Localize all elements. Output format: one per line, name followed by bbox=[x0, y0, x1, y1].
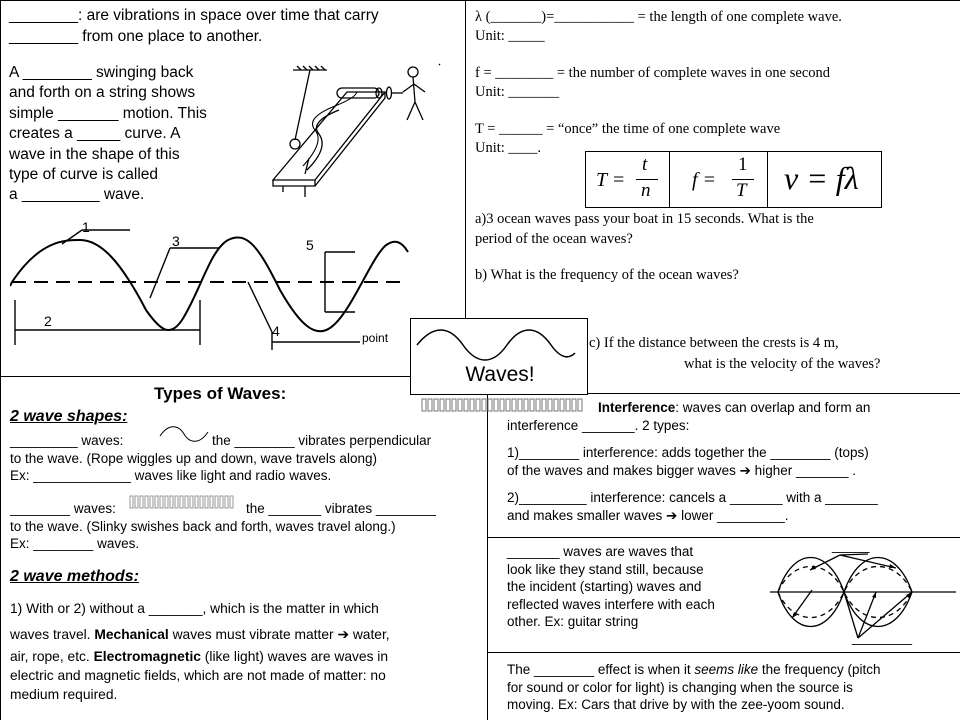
standing-wave-diagram bbox=[768, 550, 958, 645]
pendulum-text bbox=[9, 63, 269, 206]
doppler-text bbox=[507, 661, 957, 714]
constructive-line: 1)________ interference: adds together the ________ (tops) bbox=[507, 445, 869, 460]
question-c bbox=[589, 333, 959, 375]
interference-desc: : waves can overlap and form an bbox=[675, 400, 871, 415]
pendulum-line: creates a _____ curve. A bbox=[9, 125, 181, 143]
question-b: b) What is the frequency of the ocean waves? bbox=[475, 267, 739, 283]
standing-line: look like they stand still, because bbox=[507, 561, 704, 577]
mechanical-desc: waves must vibrate matter ➔ water, bbox=[168, 626, 390, 642]
question-a bbox=[475, 209, 955, 249]
methods-heading: 2 wave methods: bbox=[10, 568, 139, 585]
formula-T-den: n bbox=[641, 180, 651, 201]
standing-blank-top: _____ bbox=[832, 538, 870, 553]
pendulum-line: wave in the shape of this bbox=[9, 145, 180, 163]
right-divider-1 bbox=[487, 537, 960, 538]
diagram-label-1: 1 bbox=[82, 220, 90, 235]
transverse-example: Ex: _____________ waves like light and radio waves. bbox=[10, 468, 332, 483]
formula-T-num: t bbox=[642, 154, 648, 175]
pendulum-line: simple _______ motion. This bbox=[9, 104, 207, 122]
longitudinal-wave-icon bbox=[128, 493, 238, 511]
constructive-line: of the waves and makes bigger waves ➔ higher _______ . bbox=[507, 462, 857, 478]
transverse-wave-icon bbox=[158, 424, 210, 446]
longitudinal-line: to the wave. (Slinky swishes back and forth, waves travel along.) bbox=[10, 518, 396, 534]
formula-f-den: T bbox=[736, 180, 747, 201]
pendulum-apparatus-illustration bbox=[265, 62, 445, 202]
pendulum-line: type of curve is called bbox=[9, 166, 159, 184]
standing-line: the incident (starting) waves and bbox=[507, 579, 702, 594]
horizontal-divider-left bbox=[0, 376, 410, 377]
electromagnetic-desc: (like light) waves are waves in bbox=[200, 649, 389, 664]
standing-blank-bottom: ________ bbox=[852, 630, 913, 645]
standing-line: reflected waves interfere with each bbox=[507, 596, 715, 612]
lambda-unit: Unit: _____ bbox=[475, 28, 545, 44]
longitudinal-text bbox=[10, 500, 480, 553]
shapes-heading: 2 wave shapes: bbox=[10, 408, 128, 425]
interference-block bbox=[507, 399, 957, 524]
formula-T-lhs: T = bbox=[596, 169, 626, 191]
pendulum-line: and forth on a string shows bbox=[9, 84, 196, 102]
methods-line: 1) With or 2) without a _______, which is the matter in which bbox=[10, 601, 379, 616]
longitudinal-definition: the _______ vibrates ________ bbox=[246, 501, 436, 516]
electromagnetic-term: Electromagnetic bbox=[93, 649, 201, 664]
methods-line: medium required. bbox=[10, 687, 118, 702]
period-line: T = ______ = “once” the time of one complete wave bbox=[475, 121, 781, 137]
lambda-line: λ (_______)=___________ = the length of one complete wave. bbox=[475, 9, 842, 25]
transverse-text bbox=[10, 432, 480, 485]
right-divider-2 bbox=[487, 652, 960, 653]
question-a-line: period of the ocean waves? bbox=[475, 231, 633, 247]
waves-title: Waves! bbox=[465, 363, 535, 386]
standing-line: other. Ex: guitar string bbox=[507, 614, 639, 629]
top-border bbox=[0, 0, 960, 1]
lambda-definition bbox=[475, 8, 955, 46]
doppler-emphasis: seems like bbox=[694, 662, 759, 677]
pendulum-line: a _________ wave. bbox=[9, 186, 145, 204]
doppler-line: the frequency (pitch bbox=[758, 662, 881, 677]
formula-period bbox=[586, 152, 670, 207]
frequency-definition bbox=[475, 64, 955, 102]
formula-velocity bbox=[768, 152, 881, 207]
period-unit: Unit: ____. bbox=[475, 140, 542, 156]
formula-box bbox=[585, 151, 882, 208]
frequency-unit: Unit: _______ bbox=[475, 84, 560, 100]
interference-types: interference _______. 2 types: bbox=[507, 417, 690, 433]
doppler-blank: The ________ effect is when it bbox=[507, 662, 695, 677]
longitudinal-blank: ________ waves: bbox=[10, 501, 116, 516]
methods-line: electric and magnetic fields, which are not made of matter: no bbox=[10, 668, 386, 683]
wave-diagram bbox=[10, 220, 460, 370]
diagram-label-5: 5 bbox=[306, 237, 314, 253]
methods-text bbox=[10, 598, 480, 704]
intro-text bbox=[9, 5, 459, 47]
intro-line-1: ________: are vibrations in space over time that carry bbox=[9, 7, 379, 24]
destructive-line: and makes smaller waves ➔ lower _________. bbox=[507, 507, 789, 523]
diagram-label-4: 4 bbox=[272, 323, 280, 339]
formula-frequency bbox=[670, 152, 768, 207]
intro-line-2: ________ from one place to another. bbox=[9, 28, 263, 45]
bottom-vertical-divider bbox=[487, 394, 488, 720]
question-c-line: what is the velocity of the waves? bbox=[684, 356, 881, 372]
diagram-label-3: 3 bbox=[172, 233, 180, 249]
left-border bbox=[0, 0, 1, 720]
standing-waves-text bbox=[507, 543, 767, 631]
doppler-line: moving. Ex: Cars that drive by with the zee-yoom sound. bbox=[507, 697, 845, 712]
definitions bbox=[475, 8, 955, 158]
formula-v: v = fλ bbox=[784, 160, 859, 196]
methods-waves-travel: waves travel. bbox=[10, 626, 91, 642]
standing-line: _______ waves are waves that bbox=[507, 544, 694, 559]
mechanical-term: Mechanical bbox=[94, 626, 169, 642]
doppler-line: for sound or color for light) is changing when the source is bbox=[507, 679, 853, 695]
question-a-line: a)3 ocean waves pass your boat in 15 seconds. What is the bbox=[475, 211, 814, 227]
frequency-line: f = ________ = the number of complete waves in one second bbox=[475, 65, 831, 81]
longitudinal-example: Ex: ________ waves. bbox=[10, 536, 140, 551]
transverse-blank: _________ waves: bbox=[10, 433, 124, 448]
diagram-label-2: 2 bbox=[44, 313, 52, 329]
formula-f-lhs: f = bbox=[692, 169, 717, 191]
question-c-line: c) If the distance between the crests is 4 m, bbox=[589, 335, 839, 351]
horizontal-divider-right bbox=[588, 393, 960, 394]
interference-term: Interference bbox=[598, 400, 676, 415]
waves-center-box bbox=[410, 318, 588, 395]
transverse-definition: the ________ vibrates perpendicular bbox=[212, 433, 432, 448]
destructive-line: 2)_________ interference: cancels a _______ with a _______ bbox=[507, 490, 878, 505]
methods-examples: air, rope, etc. bbox=[10, 649, 90, 664]
diagram-label-point: point bbox=[362, 331, 389, 345]
types-title: Types of Waves: bbox=[154, 384, 287, 403]
pendulum-line: A ________ swinging back bbox=[9, 64, 194, 81]
formula-f-num: 1 bbox=[738, 154, 748, 175]
transverse-line: to the wave. (Rope wiggles up and down, wave travels along) bbox=[10, 450, 377, 466]
